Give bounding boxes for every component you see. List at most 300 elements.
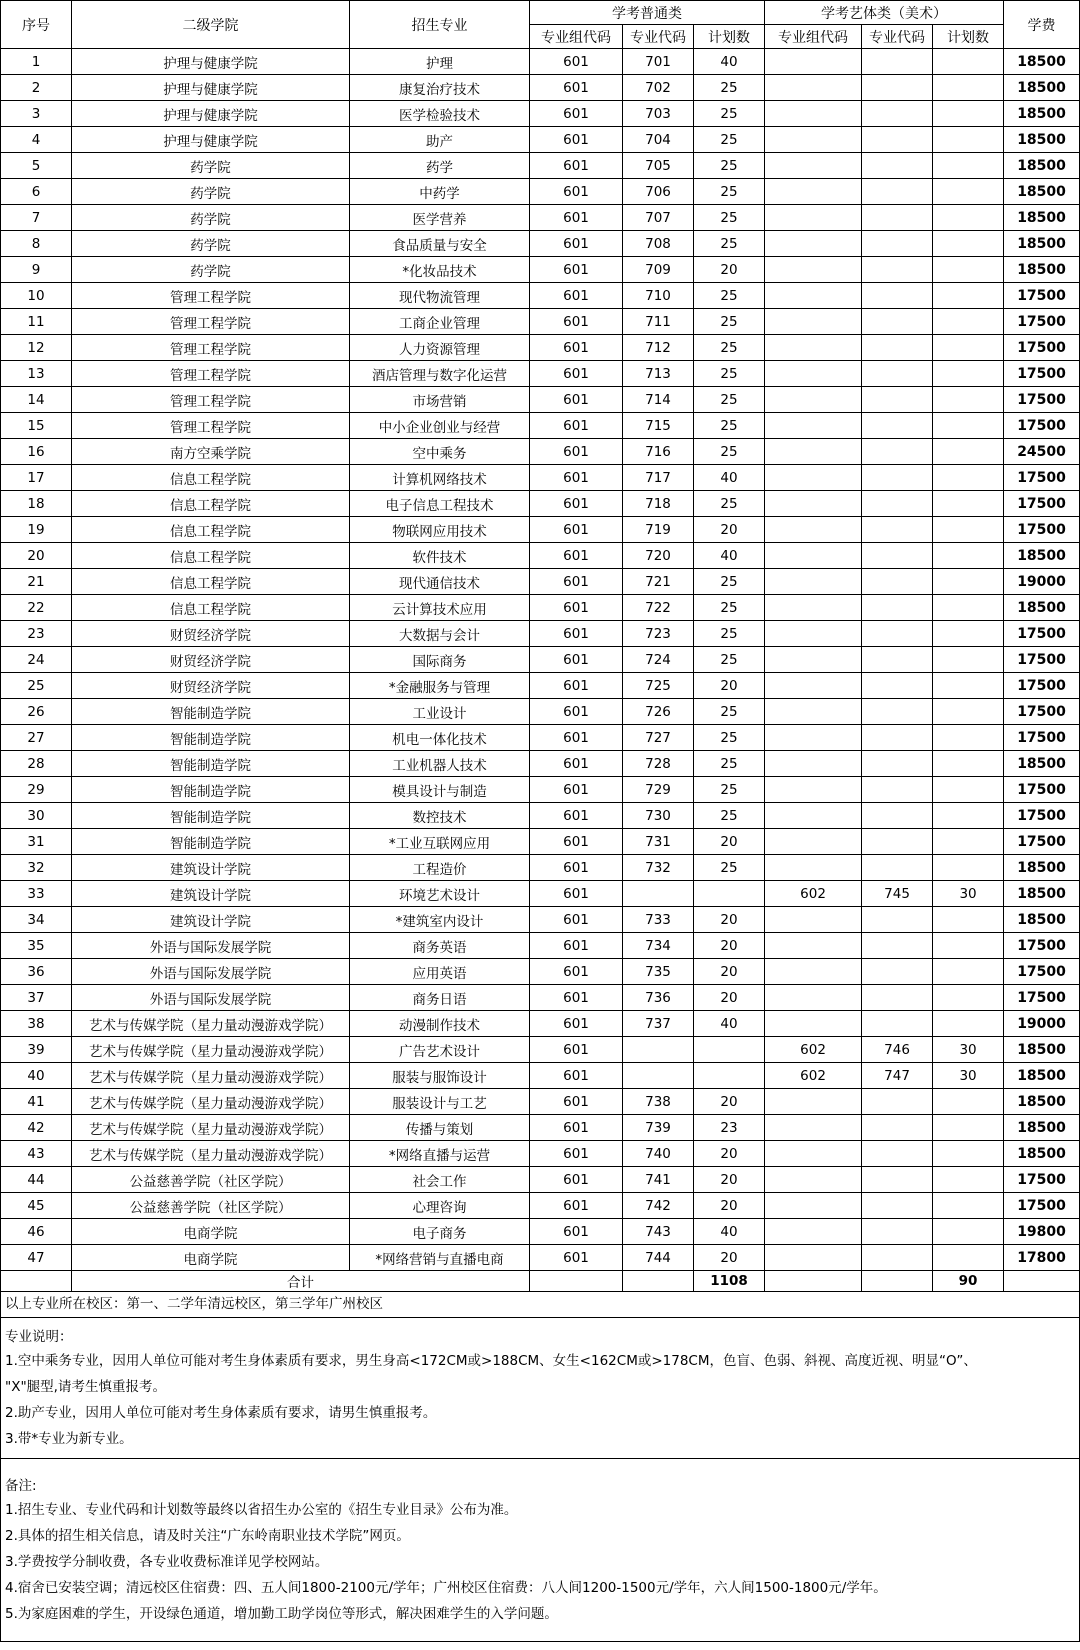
row-major: 云计算技术应用 <box>350 595 530 621</box>
table-row <box>1 855 1080 881</box>
row-major: 动漫制作技术 <box>350 1011 530 1037</box>
table-row <box>1 257 1080 283</box>
remark-item: 5.为家庭困难的学生，开设绿色通道，增加勤工助学岗位等形式，解决困难学生的入学问题。 <box>5 1606 558 1622</box>
row-general-plan: 25 <box>694 699 765 725</box>
row-seq: 2 <box>1 75 72 101</box>
row-seq: 18 <box>1 491 72 517</box>
row-major: 工业设计 <box>350 699 530 725</box>
row-college: 外语与国际发展学院 <box>72 933 350 959</box>
remark-item: 2.具体的招生相关信息，请及时关注“广东岭南职业技术学院”网页。 <box>5 1528 410 1544</box>
table-row <box>1 543 1080 569</box>
row-college: 信息工程学院 <box>72 465 350 491</box>
row-general-major-code: 721 <box>623 569 694 595</box>
row-college: 信息工程学院 <box>72 543 350 569</box>
row-major: 服装与服饰设计 <box>350 1063 530 1089</box>
row-art-group-code <box>765 777 862 803</box>
row-seq: 9 <box>1 257 72 283</box>
table-row <box>1 699 1080 725</box>
row-seq: 28 <box>1 751 72 777</box>
row-general-group-code: 601 <box>530 465 623 491</box>
row-art-major-code <box>862 595 933 621</box>
row-general-group-code: 601 <box>530 855 623 881</box>
row-art-major-code <box>862 1089 933 1115</box>
row-art-plan <box>933 283 1004 309</box>
row-college: 财贸经济学院 <box>72 673 350 699</box>
row-art-major-code <box>862 647 933 673</box>
table-row <box>1 1141 1080 1167</box>
row-fee: 18500 <box>1004 751 1080 777</box>
row-college: 智能制造学院 <box>72 829 350 855</box>
row-art-plan <box>933 127 1004 153</box>
row-general-major-code: 708 <box>623 231 694 257</box>
row-general-major-code: 740 <box>623 1141 694 1167</box>
row-college: 艺术与传媒学院（星力量动漫游戏学院） <box>72 1063 350 1089</box>
row-college: 电商学院 <box>72 1219 350 1245</box>
row-college: 管理工程学院 <box>72 309 350 335</box>
row-general-plan <box>694 881 765 907</box>
row-general-major-code: 712 <box>623 335 694 361</box>
row-art-plan <box>933 855 1004 881</box>
table-row <box>1 439 1080 465</box>
header-general-plan: 计划数 <box>694 25 765 49</box>
row-seq: 21 <box>1 569 72 595</box>
row-general-major-code: 738 <box>623 1089 694 1115</box>
row-art-group-code <box>765 465 862 491</box>
table-row <box>1 413 1080 439</box>
table-row <box>1 673 1080 699</box>
header-college: 二级学院 <box>72 1 350 49</box>
row-general-plan: 20 <box>694 517 765 543</box>
row-seq: 38 <box>1 1011 72 1037</box>
row-general-major-code <box>623 881 694 907</box>
row-art-plan <box>933 1141 1004 1167</box>
header-major: 招生专业 <box>350 1 530 49</box>
row-art-major-code <box>862 543 933 569</box>
row-seq: 42 <box>1 1115 72 1141</box>
row-art-plan <box>933 439 1004 465</box>
row-seq: 11 <box>1 309 72 335</box>
row-fee: 18500 <box>1004 101 1080 127</box>
row-general-major-code: 734 <box>623 933 694 959</box>
row-art-group-code <box>765 179 862 205</box>
row-art-group-code <box>765 257 862 283</box>
row-general-group-code: 601 <box>530 153 623 179</box>
row-general-plan: 20 <box>694 907 765 933</box>
row-art-plan: 30 <box>933 1037 1004 1063</box>
row-art-plan <box>933 985 1004 1011</box>
row-art-major-code <box>862 49 933 75</box>
row-art-plan <box>933 777 1004 803</box>
row-art-plan <box>933 751 1004 777</box>
row-seq: 46 <box>1 1219 72 1245</box>
row-major: 商务英语 <box>350 933 530 959</box>
row-general-major-code: 706 <box>623 179 694 205</box>
row-fee: 18500 <box>1004 907 1080 933</box>
row-general-plan: 23 <box>694 1115 765 1141</box>
row-art-group-code <box>765 101 862 127</box>
row-college: 财贸经济学院 <box>72 621 350 647</box>
row-general-major-code: 730 <box>623 803 694 829</box>
row-general-group-code: 601 <box>530 725 623 751</box>
row-general-plan: 20 <box>694 673 765 699</box>
row-general-major-code: 717 <box>623 465 694 491</box>
table-row <box>1 1089 1080 1115</box>
row-major: *工业互联网应用 <box>350 829 530 855</box>
row-major: 空中乘务 <box>350 439 530 465</box>
row-college: 公益慈善学院（社区学院） <box>72 1193 350 1219</box>
total-empty-cell <box>530 1271 623 1292</box>
row-general-plan: 20 <box>694 1089 765 1115</box>
table-row <box>1 127 1080 153</box>
row-general-plan: 40 <box>694 1011 765 1037</box>
row-seq: 33 <box>1 881 72 907</box>
row-art-major-code <box>862 933 933 959</box>
row-college: 信息工程学院 <box>72 491 350 517</box>
row-fee: 18500 <box>1004 1037 1080 1063</box>
row-art-major-code <box>862 153 933 179</box>
row-college: 管理工程学院 <box>72 361 350 387</box>
total-empty-cell <box>765 1271 862 1292</box>
row-seq: 45 <box>1 1193 72 1219</box>
row-art-group-code: 602 <box>765 1063 862 1089</box>
major-note-item: 1.空中乘务专业，因用人单位可能对考生身体素质有要求，男生身高<172CM或>188CM、女生<162CM或>178CM，色盲、色弱、斜视、高度近视、明显“O”、 <box>5 1353 977 1369</box>
row-art-group-code <box>765 283 862 309</box>
row-art-major-code <box>862 491 933 517</box>
row-art-group-code <box>765 803 862 829</box>
row-seq: 15 <box>1 413 72 439</box>
row-seq: 17 <box>1 465 72 491</box>
row-general-plan: 20 <box>694 985 765 1011</box>
row-general-major-code: 726 <box>623 699 694 725</box>
row-general-major-code: 724 <box>623 647 694 673</box>
row-art-major-code <box>862 699 933 725</box>
row-general-group-code: 601 <box>530 101 623 127</box>
row-general-plan: 25 <box>694 309 765 335</box>
row-art-plan <box>933 361 1004 387</box>
row-seq: 25 <box>1 673 72 699</box>
row-fee: 18500 <box>1004 881 1080 907</box>
row-general-plan: 25 <box>694 491 765 517</box>
table-row <box>1 491 1080 517</box>
row-art-group-code <box>765 543 862 569</box>
row-major: 市场营销 <box>350 387 530 413</box>
total-empty-cell <box>862 1271 933 1292</box>
table-row <box>1 1193 1080 1219</box>
row-general-major-code: 716 <box>623 439 694 465</box>
row-seq: 13 <box>1 361 72 387</box>
row-art-major-code <box>862 725 933 751</box>
row-general-major-code: 723 <box>623 621 694 647</box>
row-art-group-code <box>765 1219 862 1245</box>
row-fee: 17500 <box>1004 803 1080 829</box>
row-fee: 17500 <box>1004 335 1080 361</box>
row-art-group-code <box>765 1089 862 1115</box>
table-row <box>1 569 1080 595</box>
row-art-group-code <box>765 1011 862 1037</box>
row-art-major-code <box>862 75 933 101</box>
row-college: 药学院 <box>72 205 350 231</box>
row-major: 药学 <box>350 153 530 179</box>
row-art-group-code <box>765 1167 862 1193</box>
row-art-group-code <box>765 231 862 257</box>
row-general-plan: 25 <box>694 751 765 777</box>
row-general-plan: 40 <box>694 1219 765 1245</box>
row-college: 护理与健康学院 <box>72 101 350 127</box>
row-art-plan <box>933 517 1004 543</box>
row-college: 管理工程学院 <box>72 283 350 309</box>
row-art-plan <box>933 673 1004 699</box>
row-art-group-code <box>765 933 862 959</box>
row-art-plan <box>933 907 1004 933</box>
row-general-major-code: 715 <box>623 413 694 439</box>
row-seq: 44 <box>1 1167 72 1193</box>
table-row <box>1 751 1080 777</box>
row-art-group-code: 602 <box>765 881 862 907</box>
row-general-major-code: 704 <box>623 127 694 153</box>
row-college: 药学院 <box>72 231 350 257</box>
remark-item: 1.招生专业、专业代码和计划数等最终以省招生办公室的《招生专业目录》公布为准。 <box>5 1502 518 1518</box>
row-general-group-code: 601 <box>530 205 623 231</box>
row-art-plan <box>933 387 1004 413</box>
row-major: 助产 <box>350 127 530 153</box>
row-college: 艺术与传媒学院（星力量动漫游戏学院） <box>72 1141 350 1167</box>
row-general-major-code: 743 <box>623 1219 694 1245</box>
row-fee: 18500 <box>1004 75 1080 101</box>
row-general-major-code: 710 <box>623 283 694 309</box>
total-general-plan: 1108 <box>694 1271 765 1292</box>
row-fee: 17500 <box>1004 933 1080 959</box>
table-row <box>1 595 1080 621</box>
row-art-plan <box>933 543 1004 569</box>
row-fee: 17500 <box>1004 777 1080 803</box>
row-art-major-code <box>862 777 933 803</box>
row-art-group-code <box>765 855 862 881</box>
row-general-group-code: 601 <box>530 1063 623 1089</box>
row-fee: 18500 <box>1004 231 1080 257</box>
row-fee: 17500 <box>1004 387 1080 413</box>
row-general-plan: 25 <box>694 621 765 647</box>
row-major: 食品质量与安全 <box>350 231 530 257</box>
row-seq: 36 <box>1 959 72 985</box>
row-general-plan: 25 <box>694 361 765 387</box>
total-label: 合计 <box>72 1271 530 1292</box>
table-row <box>1 1219 1080 1245</box>
row-seq: 10 <box>1 283 72 309</box>
row-general-group-code: 601 <box>530 1011 623 1037</box>
row-general-plan: 25 <box>694 179 765 205</box>
row-art-plan <box>933 1089 1004 1115</box>
row-art-plan <box>933 959 1004 985</box>
row-fee: 18500 <box>1004 257 1080 283</box>
row-fee: 17500 <box>1004 647 1080 673</box>
row-art-group-code <box>765 959 862 985</box>
table-row <box>1 101 1080 127</box>
row-general-major-code: 735 <box>623 959 694 985</box>
row-art-plan <box>933 1115 1004 1141</box>
row-major: 服装设计与工艺 <box>350 1089 530 1115</box>
row-seq: 8 <box>1 231 72 257</box>
row-general-group-code: 601 <box>530 959 623 985</box>
table-row <box>1 647 1080 673</box>
row-general-group-code: 601 <box>530 49 623 75</box>
row-art-group-code <box>765 309 862 335</box>
row-art-group-code <box>765 751 862 777</box>
remark-item: 4.宿舍已安装空调；清远校区住宿费：四、五人间1800-2100元/学年；广州校区住宿费：八人间1200-1500元/学年，六人间1500-1800元/学年。 <box>5 1580 887 1596</box>
row-college: 外语与国际发展学院 <box>72 959 350 985</box>
row-general-major-code: 703 <box>623 101 694 127</box>
row-fee: 18500 <box>1004 595 1080 621</box>
row-general-major-code: 727 <box>623 725 694 751</box>
row-general-major-code <box>623 1037 694 1063</box>
row-seq: 31 <box>1 829 72 855</box>
row-art-major-code <box>862 413 933 439</box>
row-major: 环境艺术设计 <box>350 881 530 907</box>
row-college: 药学院 <box>72 179 350 205</box>
row-art-major-code <box>862 829 933 855</box>
row-art-plan <box>933 1245 1004 1271</box>
row-art-major-code <box>862 1141 933 1167</box>
row-general-major-code: 729 <box>623 777 694 803</box>
row-college: 护理与健康学院 <box>72 49 350 75</box>
row-seq: 40 <box>1 1063 72 1089</box>
row-fee: 17500 <box>1004 985 1080 1011</box>
row-art-group-code <box>765 673 862 699</box>
row-fee: 17500 <box>1004 959 1080 985</box>
table-row <box>1 309 1080 335</box>
row-seq: 43 <box>1 1141 72 1167</box>
table-row <box>1 881 1080 907</box>
row-art-major-code <box>862 231 933 257</box>
row-art-group-code <box>765 153 862 179</box>
row-art-major-code <box>862 127 933 153</box>
row-major: 大数据与会计 <box>350 621 530 647</box>
row-seq: 23 <box>1 621 72 647</box>
row-major: 机电一体化技术 <box>350 725 530 751</box>
row-college: 智能制造学院 <box>72 803 350 829</box>
row-fee: 17500 <box>1004 465 1080 491</box>
row-art-group-code <box>765 491 862 517</box>
row-college: 建筑设计学院 <box>72 907 350 933</box>
row-art-plan <box>933 621 1004 647</box>
row-general-plan: 25 <box>694 127 765 153</box>
row-general-plan: 25 <box>694 231 765 257</box>
row-seq: 5 <box>1 153 72 179</box>
row-major: 计算机网络技术 <box>350 465 530 491</box>
table-row <box>1 283 1080 309</box>
row-art-major-code <box>862 959 933 985</box>
row-art-major-code <box>862 673 933 699</box>
row-art-major-code <box>862 283 933 309</box>
row-art-plan <box>933 647 1004 673</box>
row-seq: 12 <box>1 335 72 361</box>
row-art-major-code <box>862 1193 933 1219</box>
row-art-major-code <box>862 985 933 1011</box>
row-art-plan <box>933 1011 1004 1037</box>
row-general-major-code: 707 <box>623 205 694 231</box>
row-art-major-code <box>862 205 933 231</box>
row-art-major-code <box>862 1245 933 1271</box>
row-general-major-code: 739 <box>623 1115 694 1141</box>
row-general-major-code: 705 <box>623 153 694 179</box>
row-college: 艺术与传媒学院（星力量动漫游戏学院） <box>72 1037 350 1063</box>
row-general-group-code: 601 <box>530 881 623 907</box>
row-general-plan: 40 <box>694 49 765 75</box>
row-seq: 19 <box>1 517 72 543</box>
row-art-plan <box>933 933 1004 959</box>
row-general-major-code <box>623 1063 694 1089</box>
row-fee: 18500 <box>1004 1141 1080 1167</box>
remarks <box>1 1458 1079 1641</box>
total-art-plan: 90 <box>933 1271 1004 1292</box>
table-row <box>1 1245 1080 1271</box>
row-seq: 37 <box>1 985 72 1011</box>
row-general-plan: 25 <box>694 153 765 179</box>
row-major: 酒店管理与数字化运营 <box>350 361 530 387</box>
table-row <box>1 49 1080 75</box>
row-general-plan: 25 <box>694 439 765 465</box>
row-art-plan <box>933 335 1004 361</box>
row-general-plan: 20 <box>694 959 765 985</box>
row-fee: 17500 <box>1004 361 1080 387</box>
row-art-group-code <box>765 569 862 595</box>
row-seq: 35 <box>1 933 72 959</box>
row-fee: 17500 <box>1004 413 1080 439</box>
row-fee: 18500 <box>1004 153 1080 179</box>
table-row <box>1 517 1080 543</box>
row-seq: 27 <box>1 725 72 751</box>
row-general-plan: 25 <box>694 75 765 101</box>
row-art-group-code <box>765 517 862 543</box>
row-seq: 39 <box>1 1037 72 1063</box>
table-row <box>1 621 1080 647</box>
row-general-plan: 20 <box>694 1141 765 1167</box>
row-seq: 7 <box>1 205 72 231</box>
major-notes-title: 专业说明： <box>5 1329 73 1345</box>
row-college: 外语与国际发展学院 <box>72 985 350 1011</box>
row-seq: 34 <box>1 907 72 933</box>
row-general-group-code: 601 <box>530 439 623 465</box>
row-fee: 17500 <box>1004 1167 1080 1193</box>
row-college: 艺术与传媒学院（星力量动漫游戏学院） <box>72 1011 350 1037</box>
row-art-group-code <box>765 413 862 439</box>
major-note-item: 3.带*专业为新专业。 <box>5 1431 133 1447</box>
row-fee: 19800 <box>1004 1219 1080 1245</box>
row-college: 南方空乘学院 <box>72 439 350 465</box>
row-general-plan: 25 <box>694 387 765 413</box>
row-general-group-code: 601 <box>530 309 623 335</box>
row-general-major-code: 719 <box>623 517 694 543</box>
row-art-plan <box>933 1219 1004 1245</box>
remarks-title: 备注: <box>5 1478 37 1494</box>
row-seq: 47 <box>1 1245 72 1271</box>
row-college: 智能制造学院 <box>72 777 350 803</box>
table-body <box>1 49 1080 1271</box>
row-general-major-code: 736 <box>623 985 694 1011</box>
row-general-group-code: 601 <box>530 777 623 803</box>
row-major: 软件技术 <box>350 543 530 569</box>
row-art-plan <box>933 309 1004 335</box>
row-art-group-code <box>765 699 862 725</box>
row-art-plan <box>933 1193 1004 1219</box>
row-art-plan <box>933 699 1004 725</box>
row-art-group-code <box>765 387 862 413</box>
row-general-plan: 25 <box>694 803 765 829</box>
row-fee: 17500 <box>1004 621 1080 647</box>
row-college: 艺术与传媒学院（星力量动漫游戏学院） <box>72 1089 350 1115</box>
total-empty-cell <box>1 1271 72 1292</box>
row-college: 管理工程学院 <box>72 335 350 361</box>
row-general-plan: 20 <box>694 1167 765 1193</box>
